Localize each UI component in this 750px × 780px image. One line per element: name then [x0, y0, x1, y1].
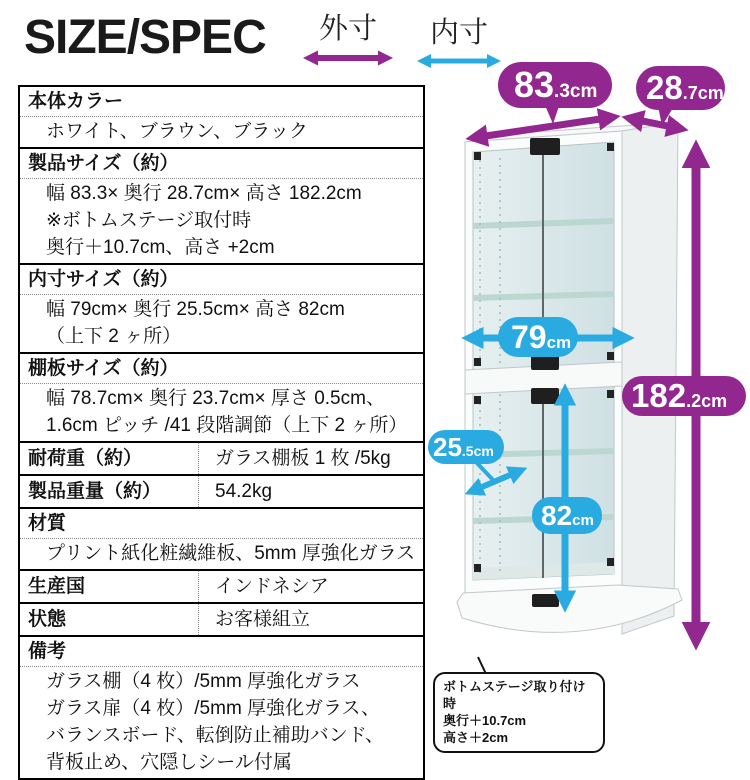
- spec-row-remarks: [20, 637, 423, 778]
- spec-row-label: 製品サイズ（約）: [20, 149, 423, 179]
- spec-row-label: 状態: [20, 604, 199, 635]
- spec-row-value: （上下 2 ヶ所）: [46, 326, 182, 347]
- spec-row-label: 棚板サイズ（約）: [20, 354, 423, 384]
- spec-row-label: 製品重量（約）: [20, 476, 199, 507]
- note-line: ボトムステージ取り付け時: [443, 679, 586, 712]
- spec-row-value: インドネシア: [215, 576, 329, 597]
- spec-row-value: お客様組立: [215, 609, 311, 630]
- spec-row-label: 生産国: [20, 571, 199, 602]
- spec-row-value: 幅 79cm× 奥行 25.5cm× 高さ 82cm: [46, 299, 345, 320]
- spec-row-label: 耐荷重（約）: [20, 443, 199, 474]
- outer-height-badge: [622, 376, 746, 416]
- door-hinge: [474, 564, 481, 572]
- product-figure: [420, 0, 750, 760]
- spec-row-value: バランスボード、転倒防止補助バンド、: [46, 725, 385, 746]
- page-title: SIZE/SPEC: [24, 11, 266, 64]
- spec-row-value: プリント紙化粧繊維板、5mm 厚強化ガラス: [46, 543, 416, 564]
- spec-row-country: [20, 571, 423, 604]
- outer-width-unit: .3cm: [554, 81, 598, 102]
- door-hinge: [474, 152, 481, 160]
- outer-width-badge: [498, 62, 612, 124]
- spec-row-value: ホワイト、ブラウン、ブラック: [46, 121, 308, 142]
- outer-width-value: 83: [514, 64, 555, 105]
- note-line: 奥行＋10.7cm: [443, 713, 527, 729]
- door-hinge: [474, 358, 481, 366]
- bottom-stage-note: [433, 672, 605, 753]
- spec-row-shelf-size: [20, 354, 423, 443]
- inner-width-value: 79: [511, 319, 547, 355]
- spec-row-value: ガラス棚（4 枚）/5mm 厚強化ガラス: [46, 671, 361, 692]
- spec-row-value: 幅 83.3× 奥行 28.7cm× 高さ 182.2cm: [46, 183, 362, 204]
- inner-depth-unit: .5cm: [461, 443, 494, 459]
- outer-dimension-arrow-icon: [302, 48, 394, 68]
- outer-depth-unit: .7cm: [682, 83, 724, 103]
- door-hinge: [607, 390, 614, 398]
- spec-row-label: 備考: [20, 637, 423, 667]
- outer-height-value: 182: [631, 377, 687, 414]
- door-hinge: [607, 558, 614, 566]
- door-hinge: [474, 396, 481, 404]
- inner-height-badge: [532, 497, 602, 534]
- door-handle: [532, 594, 559, 607]
- outer-depth-value: 28: [646, 69, 683, 106]
- inner-width-badge: [498, 317, 578, 357]
- legend-outer-dimension: [300, 14, 396, 68]
- spec-row-value: 1.6cm ピッチ /41 段階調節（上下 2 ヶ所）: [46, 415, 408, 436]
- outer-depth-badge: [636, 66, 725, 126]
- spec-row-label: 材質: [20, 509, 423, 539]
- spec-row-condition: [20, 604, 423, 637]
- spec-row-value: ※ボトムステージ取付時: [46, 210, 252, 231]
- spec-row-product-size: [20, 149, 423, 265]
- note-line: 高さ＋2cm: [443, 730, 509, 746]
- door-handle: [530, 138, 560, 155]
- inner-depth-badge: [428, 430, 504, 464]
- spec-row-load-capacity: [20, 443, 423, 476]
- spec-row-value: 幅 78.7cm× 奥行 23.7cm× 厚さ 0.5cm、: [46, 388, 385, 409]
- spec-row-body-color: [20, 87, 423, 149]
- door-hinge: [607, 352, 614, 360]
- spec-row-value: ガラス扉（4 枚）/5mm 厚強化ガラス、: [46, 698, 381, 719]
- spec-row-product-weight: [20, 476, 423, 509]
- inner-dimension-label: 内寸: [429, 17, 488, 49]
- door-handle: [531, 388, 559, 404]
- spec-row-value: 54.2kg: [215, 481, 273, 502]
- inner-height-unit: cm: [572, 512, 594, 529]
- spec-row-label: 本体カラー: [20, 87, 423, 117]
- spec-table: [18, 85, 425, 780]
- door-hinge: [607, 143, 614, 151]
- spec-row-value: 奥行＋10.7cm、高さ +2cm: [46, 237, 275, 258]
- spec-row-value: ガラス棚板 1 枚 /5kg: [215, 448, 391, 469]
- inner-height-value: 82: [541, 500, 573, 531]
- spec-row-value: 背板止め、穴隠しシール付属: [46, 752, 292, 773]
- outer-dimension-label: 外寸: [318, 13, 377, 45]
- spec-row-inner-size: [20, 265, 423, 354]
- spec-row-label: 内寸サイズ（約）: [20, 265, 423, 295]
- outer-height-unit: .2cm: [686, 391, 728, 411]
- inner-depth-value: 25: [433, 432, 462, 462]
- spec-row-material: [20, 509, 423, 571]
- inner-width-unit: cm: [546, 333, 572, 352]
